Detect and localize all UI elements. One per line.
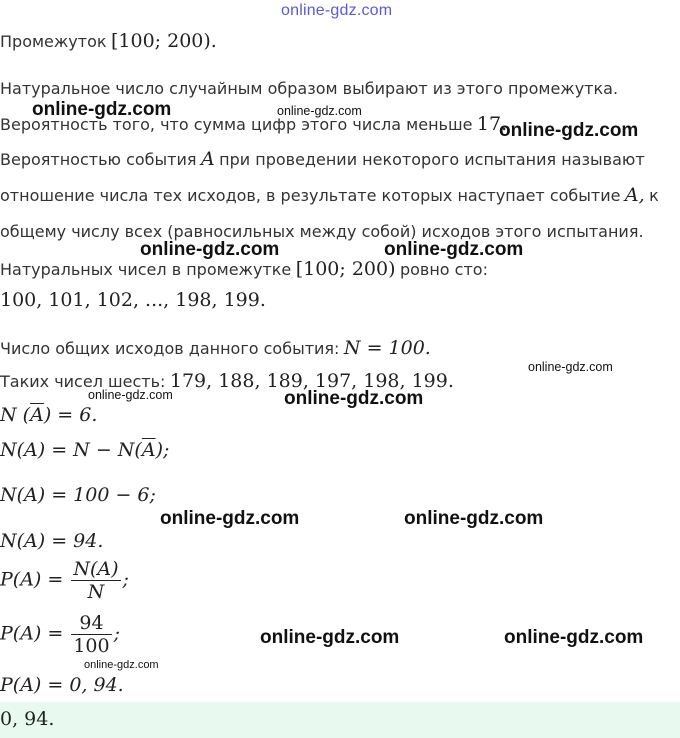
- total-text: Число общих исходов данного события:: [0, 339, 340, 358]
- fraction-denominator: 100: [73, 635, 110, 657]
- total-math: N = 100.: [343, 337, 431, 359]
- eq6-lhs: P(A) =: [0, 622, 64, 645]
- answer-box: [0, 702, 680, 738]
- six-text: Таких чисел шесть:: [0, 372, 166, 391]
- watermark: online-gdz.com: [284, 388, 424, 409]
- fraction-values: [71, 612, 111, 657]
- eq2-b: );: [155, 439, 170, 461]
- eq6-end: ;: [113, 622, 121, 645]
- watermark: online-gdz.com: [528, 360, 613, 374]
- eq5-end: ;: [122, 568, 129, 591]
- eq1-bar: $\overline{A}$: [30, 404, 44, 426]
- chosen-text: Натуральное число случайным образом выбирают из этого промежутка.: [0, 79, 619, 98]
- eq1-lhs: N (: [0, 404, 31, 426]
- six-math: 179, 188, 189, 197, 198, 199.: [169, 370, 454, 392]
- watermark: online-gdz.com: [88, 388, 173, 402]
- watermark: online-gdz.com: [84, 659, 159, 671]
- def-var: A: [200, 148, 215, 170]
- def-line2-text: отношение числа тех исходов, в результате которых наступает событие: [0, 186, 621, 205]
- eq-subtraction: N(A) = 100 − 6;: [0, 484, 156, 506]
- def-line2-end: к: [649, 186, 659, 205]
- fraction-formula: [71, 558, 120, 603]
- watermark: online-gdz.com: [499, 120, 639, 141]
- watermark: online-gdz.com: [32, 99, 172, 120]
- watermark: online-gdz.com: [277, 104, 362, 118]
- watermark-top: online-gdz.com: [281, 2, 393, 19]
- def-part1: Вероятностью события: [0, 150, 197, 169]
- def-line2-var: A,: [624, 184, 645, 206]
- count-end: ровно сто:: [399, 260, 488, 279]
- eq-probability-values: [0, 612, 120, 657]
- fraction-denominator: N: [87, 581, 105, 603]
- watermark: online-gdz.com: [404, 508, 544, 529]
- eq-probability-result: P(A) = 0, 94.: [0, 674, 124, 696]
- watermark: online-gdz.com: [260, 627, 400, 648]
- watermark: online-gdz.com: [160, 508, 300, 529]
- definition-line-1: [0, 148, 645, 170]
- eq5-lhs: P(A) =: [0, 568, 64, 591]
- prob-text: Вероятность того, что сумма цифр этого числа меньше: [0, 115, 473, 134]
- prob-num: 17.: [476, 113, 508, 135]
- eq-result-count: N(A) = 94.: [0, 530, 104, 552]
- def-part2: при проведении некоторого испытания называют: [219, 150, 645, 169]
- eq-probability-formula: [0, 558, 129, 603]
- interval-label: Промежуток: [0, 32, 107, 51]
- fraction-numerator: 94: [71, 612, 111, 635]
- eq1-rhs: ) = 6.: [43, 404, 98, 426]
- count-line: [0, 258, 488, 280]
- watermark: online-gdz.com: [384, 239, 524, 260]
- eq-difference: [0, 439, 169, 461]
- watermark: online-gdz.com: [504, 627, 644, 648]
- count-text: Натуральных чисел в промежутке: [0, 260, 292, 279]
- interval-math: [100; 200).: [111, 30, 217, 52]
- eq-complement: [0, 404, 97, 426]
- definition-line-3: общему числу всех (равносильных между собой) исходов этого испытания.: [0, 222, 644, 241]
- watermark: online-gdz.com: [140, 239, 280, 260]
- fraction-numerator: N(A): [73, 558, 119, 580]
- count-math: [100; 200): [295, 258, 396, 280]
- eq2-a: N(A) = N − N(: [0, 439, 142, 461]
- definition-line-2: [0, 184, 659, 206]
- number-list: 100, 101, 102, ..., 198, 199.: [0, 289, 266, 311]
- total-line: [0, 337, 431, 359]
- answer-value: 0, 94.: [0, 708, 55, 730]
- eq2-bar: $\overline{A}$: [141, 439, 156, 461]
- interval-line: [0, 30, 217, 52]
